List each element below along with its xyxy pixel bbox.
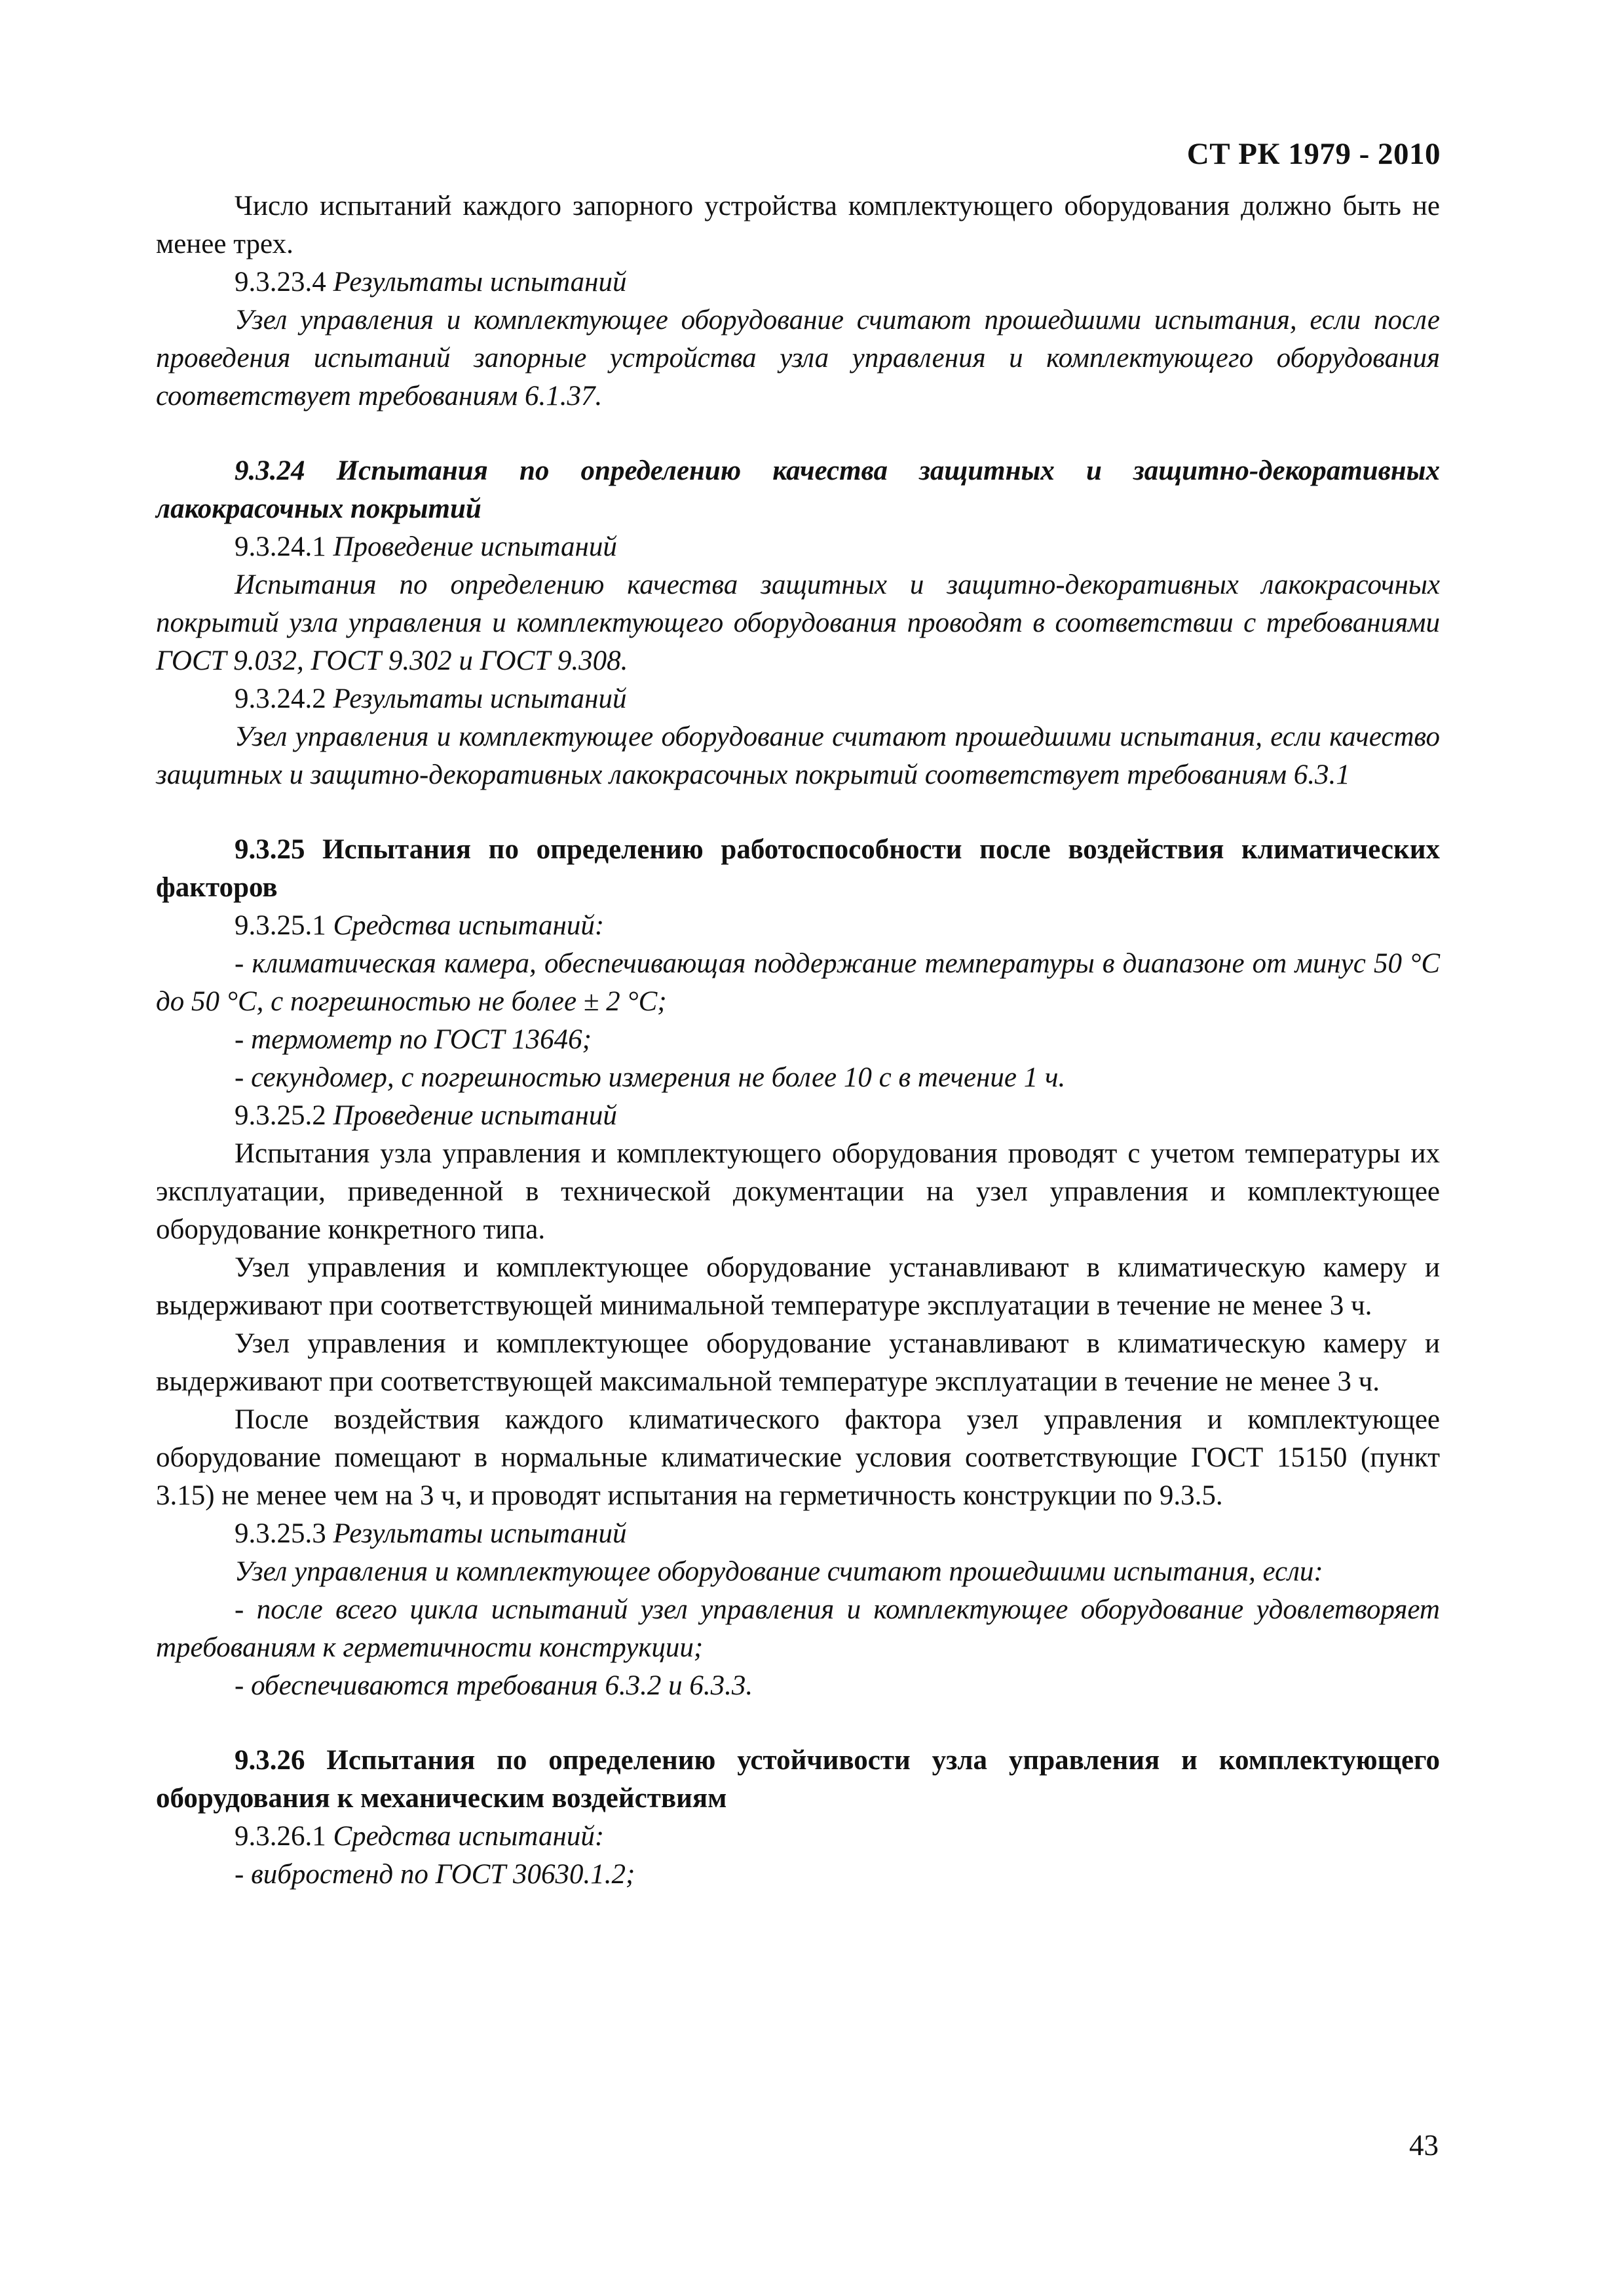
section-heading-9-3-25: 9.3.25 Испытания по определению работоспособности после воздействия климатических факторов [156,834,1440,903]
subsection-9-3-26-1 [156,1818,1440,1856]
subsection-title: Средства испытаний: [333,1821,605,1852]
section-heading-9-3-26: 9.3.26 Испытания по определению устойчивости узла управления и комплектующего оборудования к механическим воздействиям [156,1745,1440,1814]
list-item-stopwatch: - секундомер, с погрешностью измерения не более 10 с в течение 1 ч. [235,1062,1066,1093]
subsection-9-3-24-1 [156,528,1440,566]
subsection-title: Проведение испытаний [333,1100,617,1131]
subsection-title: Результаты испытаний [333,267,627,297]
subsection-9-3-25-1 [156,907,1440,945]
list-item-climate-chamber: - климатическая камера, обеспечивающая поддержание температуры в диапазоне от минус 50 °С до 50 °С, с погрешностью не более ± 2 °С; [156,948,1440,1017]
section-title: Испытания по определению качества защитных и защитно-декоративных лакокрасочных покрытий [156,455,1441,524]
subsection-number: 9.3.24.1 [235,531,333,562]
document-body [156,187,1440,1894]
paragraph-temperature-conditions: Испытания узла управления и комплектующего оборудования проводят с учетом температуры их эксплуатации, приведенной в технической документации на узел управления и комплектующее оборудование конкретного типа. [156,1138,1440,1245]
paragraph-results-9-3-25-3: Узел управления и комплектующее оборудование считают прошедшими испытания, если: [235,1556,1323,1587]
paragraph-results-9-3-23-4: Узел управления и комплектующее оборудование считают прошедшими испытания, если после проведения испытаний запорные устройства узла управления и комплектующего оборудования соответствует требованиям 6.1.37. [156,305,1440,411]
list-item-tightness: - после всего цикла испытаний узел управления и комплектующее оборудование удовлетворяет требованиям к герметичности конструкции; [156,1594,1440,1663]
subsection-number: 9.3.26.1 [235,1821,333,1852]
list-item-vibration-stand: - вибростенд по ГОСТ 30630.1.2; [235,1859,635,1890]
list-item-thermometer: - термометр по ГОСТ 13646; [235,1024,592,1055]
subsection-9-3-25-3 [156,1515,1440,1553]
subsection-number: 9.3.25.3 [235,1518,333,1549]
page-number: 43 [1409,2129,1439,2162]
subsection-title: Проведение испытаний [333,531,617,562]
subsection-9-3-23-4 [156,263,1440,301]
paragraph-after-climate-exposure: После воздействия каждого климатического фактора узел управления и комплектующее оборудование помещают в нормальные климатические условия соответствующие ГОСТ 15150 (пункт 3.15) не менее чем на 3 ч, и проводят испытания на герметичность конструкции по 9.3.5. [156,1404,1440,1511]
paragraph-max-temperature: Узел управления и комплектующее оборудование устанавливают в климатическую камеру и выдерживают при соответствующей максимальной температуре эксплуатации в течение не менее 3 ч. [156,1328,1440,1397]
section-heading-9-3-24 [156,452,1440,528]
subsection-title: Результаты испытаний [333,683,627,714]
subsection-number: 9.3.25.2 [235,1100,333,1131]
subsection-9-3-25-2 [156,1097,1440,1135]
section-number: 9.3.24 [235,455,337,486]
paragraph-coating-tests: Испытания по определению качества защитных и защитно-декоративных лакокрасочных покрытий узла управления и комплектующего оборудования проводят в соответствии с требованиями ГОСТ 9.032, ГОСТ 9.302 и ГОСТ 9.308. [156,569,1440,676]
paragraph-results-9-3-24-2: Узел управления и комплектующее оборудование считают прошедшими испытания, если качество защитных и защитно-декоративных лакокрасочных покрытий соответствует требованиям 6.3.1 [156,721,1440,790]
subsection-9-3-24-2 [156,680,1440,718]
paragraph-min-temperature: Узел управления и комплектующее оборудование устанавливают в климатическую камеру и выдерживают при соответствующей минимальной температуре эксплуатации в течение не менее 3 ч. [156,1252,1440,1321]
list-item-requirements: - обеспечиваются требования 6.3.2 и 6.3.3. [235,1670,753,1701]
document-code-header: СТ РК 1979 - 2010 [1186,137,1441,171]
subsection-title: Средства испытаний: [333,910,605,941]
paragraph-test-count: Число испытаний каждого запорного устройства комплектующего оборудования должно быть не менее трех. [156,191,1440,259]
subsection-number: 9.3.25.1 [235,910,333,941]
subsection-number: 9.3.23.4 [235,267,333,297]
subsection-title: Результаты испытаний [333,1518,627,1549]
subsection-number: 9.3.24.2 [235,683,333,714]
